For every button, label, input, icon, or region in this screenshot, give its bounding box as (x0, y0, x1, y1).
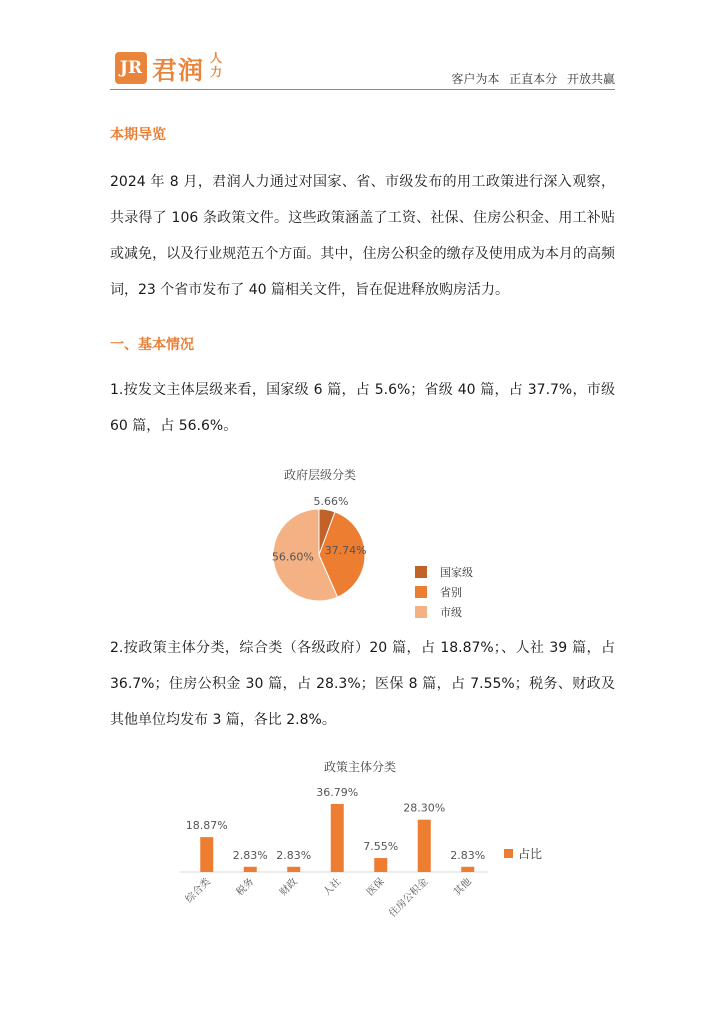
pie-legend-label-1: 省别 (440, 586, 462, 599)
point-2: 2.按政策主体分类，综合类（各级政府）20 篇，占 18.87%；、人社 39 篇，占 36.7%；住房公积金 30 篇，占 28.3%；医保 8 篇，占 7.55%；税务、财政及其他单位均发布 3 篇，各比 2.8%。 (110, 640, 615, 728)
bar-2 (287, 867, 300, 872)
bar-category-label-1: 税务 (234, 876, 257, 899)
bar-data-label-0: 18.87% (185, 819, 228, 833)
page-header (110, 48, 615, 90)
pie-legend-swatch-1 (415, 586, 427, 598)
intro-title: 本期导览 (110, 127, 166, 143)
pie-chart-title: 政府层级分类 (283, 468, 356, 482)
logo-name: 君润 (152, 56, 205, 85)
bar-chart (170, 776, 590, 946)
bar-3 (331, 804, 344, 872)
bar-data-label-1: 2.83% (232, 848, 268, 862)
slogan: 客户为本 正直本分 开放共赢 (451, 72, 615, 86)
section-title-basic: 一、基本情况 (110, 337, 194, 353)
pie-data-label-1: 37.74% (324, 544, 367, 558)
pie-legend-label-2: 市级 (440, 606, 462, 619)
pie-data-label-2: 56.60% (271, 550, 314, 564)
bar-category-label-5: 住房公积金 (387, 876, 431, 920)
bar-data-label-5: 28.30% (403, 801, 446, 815)
bar-legend-label: 占比 (518, 847, 543, 861)
bar-legend-swatch (504, 849, 513, 858)
bar-4 (374, 858, 387, 872)
pie-legend-swatch-2 (415, 606, 427, 618)
point-1: 1.按发文主体层级来看，国家级 6 篇，占 5.6%；省级 40 篇，占 37.7%，市级 60 篇，占 56.6%。 (110, 382, 615, 434)
bar-chart-title: 政策主体分类 (323, 760, 396, 774)
bar-6 (461, 867, 474, 872)
bar-5 (418, 820, 431, 872)
logo-mark-text: JR (119, 58, 143, 78)
pie-data-label-0: 5.66% (313, 495, 349, 508)
bar-data-label-6: 2.83% (450, 848, 486, 862)
bar-1 (244, 867, 257, 872)
bar-category-label-0: 综合类 (183, 876, 213, 906)
logo-mark (115, 52, 147, 84)
bar-data-label-2: 2.83% (276, 848, 312, 862)
logo-sub: 人力 (210, 51, 223, 79)
pie-chart (265, 488, 525, 628)
pie-legend-label-0: 国家级 (440, 566, 473, 579)
intro-paragraph: 2024 年 8 月，君润人力通过对国家、省、市级发布的用工政策进行深入观察，共录得了 106 条政策文件。这些政策涵盖了工资、社保、住房公积金、用工补贴或减免，以及行业规范五个方面。其中，住房公积金的缴存及使用成为本月的高频词，23 个省市发布了 40 篇相关文件，旨在促进释放购房活力。 (110, 174, 615, 298)
bar-category-label-6: 其他 (451, 876, 474, 899)
bar-data-label-4: 7.55% (363, 840, 399, 854)
bar-category-label-2: 财政 (277, 876, 300, 899)
bar-0 (200, 837, 213, 872)
bar-data-label-3: 36.79% (316, 786, 359, 799)
bar-category-label-4: 医保 (364, 876, 387, 899)
bar-category-label-3: 人社 (321, 876, 344, 899)
pie-legend-swatch-0 (415, 566, 427, 578)
header-divider (110, 89, 615, 90)
